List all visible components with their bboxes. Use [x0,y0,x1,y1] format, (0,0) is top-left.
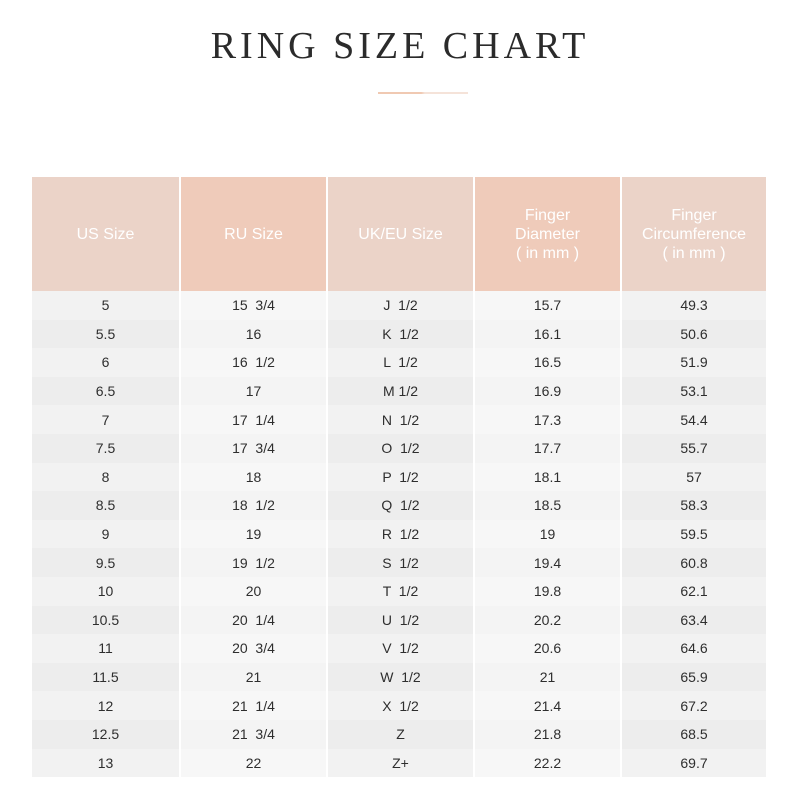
us-size-cell: 9.5 [32,548,179,577]
diameter-cell: 19.8 [473,577,620,606]
table-row [32,348,766,377]
diameter-cell: 20.2 [473,606,620,635]
table-row [32,548,766,577]
table-header [32,177,766,291]
circumference-cell: 68.5 [620,720,766,749]
ru-size-cell: 20 1/4 [179,606,326,635]
us-size-cell: 6.5 [32,377,179,406]
ru-size-cell: 17 3/4 [179,434,326,463]
header-label-line: Finger [671,206,717,224]
diameter-cell: 17.7 [473,434,620,463]
uk-eu-size-cell: P 1/2 [326,463,473,492]
ru-size-cell: 15 3/4 [179,291,326,320]
table-row [32,291,766,320]
uk-eu-size-cell: L 1/2 [326,348,473,377]
page-title: RING SIZE CHART [210,25,590,67]
ru-size-cell: 17 [179,377,326,406]
circumference-cell: 62.1 [620,577,766,606]
uk-eu-size-cell: N 1/2 [326,405,473,434]
uk-eu-size-cell: R 1/2 [326,520,473,549]
us-size-cell: 9 [32,520,179,549]
header-label-line: RU Size [224,225,283,243]
header-label-line: UK/EU Size [358,225,443,243]
header-label-line: Circumference [641,225,747,243]
header-ru-size [179,177,326,291]
table-row [32,463,766,492]
circumference-cell: 51.9 [620,348,766,377]
uk-eu-size-cell: T 1/2 [326,577,473,606]
header-label-line: Diameter [515,225,580,243]
table-row [32,663,766,692]
circumference-cell: 54.4 [620,405,766,434]
us-size-cell: 7 [32,405,179,434]
header-label-line: ( in mm ) [662,244,726,262]
ru-size-cell: 20 3/4 [179,634,326,663]
uk-eu-size-cell: O 1/2 [326,434,473,463]
uk-eu-size-cell: Z [326,720,473,749]
table-row [32,377,766,406]
table-row [32,634,766,663]
diameter-cell: 19 [473,520,620,549]
diameter-cell: 16.5 [473,348,620,377]
diameter-cell: 21.8 [473,720,620,749]
table-row [32,520,766,549]
table-row [32,434,766,463]
us-size-cell: 12.5 [32,720,179,749]
header-label-line: Finger [524,206,571,224]
us-size-cell: 13 [32,749,179,778]
header-uk-eu-size [326,177,473,291]
diameter-cell: 18.5 [473,491,620,520]
ru-size-cell: 17 1/4 [179,405,326,434]
circumference-cell: 64.6 [620,634,766,663]
header-finger-diameter [473,177,620,291]
us-size-cell: 5.5 [32,320,179,349]
table-row [32,606,766,635]
table-row [32,320,766,349]
us-size-cell: 8 [32,463,179,492]
ru-size-cell: 21 3/4 [179,720,326,749]
table-row [32,749,766,778]
ru-size-cell: 20 [179,577,326,606]
header-label-line: ( in mm ) [515,244,580,262]
us-size-cell: 10.5 [32,606,179,635]
us-size-cell: 5 [32,291,179,320]
circumference-cell: 55.7 [620,434,766,463]
header-us-size [32,177,179,291]
uk-eu-size-cell: S 1/2 [326,548,473,577]
table-row [32,405,766,434]
ring-size-table [32,177,766,777]
circumference-cell: 69.7 [620,749,766,778]
ru-size-cell: 18 [179,463,326,492]
diameter-cell: 16.1 [473,320,620,349]
ru-size-cell: 18 1/2 [179,491,326,520]
us-size-cell: 11 [32,634,179,663]
uk-eu-size-cell: M 1/2 [326,377,473,406]
ru-size-cell: 19 1/2 [179,548,326,577]
uk-eu-size-cell: K 1/2 [326,320,473,349]
ru-size-cell: 16 1/2 [179,348,326,377]
circumference-cell: 67.2 [620,691,766,720]
table-row [32,577,766,606]
us-size-cell: 10 [32,577,179,606]
us-size-cell: 8.5 [32,491,179,520]
circumference-cell: 65.9 [620,663,766,692]
uk-eu-size-cell: X 1/2 [326,691,473,720]
circumference-cell: 58.3 [620,491,766,520]
us-size-cell: 12 [32,691,179,720]
circumference-cell: 60.8 [620,548,766,577]
title-divider [378,92,468,94]
diameter-cell: 21 [473,663,620,692]
circumference-cell: 53.1 [620,377,766,406]
uk-eu-size-cell: Z+ [326,749,473,778]
ru-size-cell: 16 [179,320,326,349]
ru-size-cell: 21 [179,663,326,692]
us-size-cell: 7.5 [32,434,179,463]
diameter-cell: 20.6 [473,634,620,663]
diameter-cell: 15.7 [473,291,620,320]
ru-size-cell: 21 1/4 [179,691,326,720]
uk-eu-size-cell: Q 1/2 [326,491,473,520]
circumference-cell: 49.3 [620,291,766,320]
diameter-cell: 19.4 [473,548,620,577]
uk-eu-size-cell: V 1/2 [326,634,473,663]
diameter-cell: 22.2 [473,749,620,778]
uk-eu-size-cell: W 1/2 [326,663,473,692]
ru-size-cell: 19 [179,520,326,549]
us-size-cell: 6 [32,348,179,377]
header-finger-circumference [620,177,766,291]
diameter-cell: 17.3 [473,405,620,434]
header-label-line: US Size [76,225,135,243]
uk-eu-size-cell: U 1/2 [326,606,473,635]
diameter-cell: 18.1 [473,463,620,492]
diameter-cell: 21.4 [473,691,620,720]
table-row [32,691,766,720]
uk-eu-size-cell: J 1/2 [326,291,473,320]
us-size-cell: 11.5 [32,663,179,692]
table-body [32,291,766,777]
circumference-cell: 59.5 [620,520,766,549]
diameter-cell: 16.9 [473,377,620,406]
table-row [32,720,766,749]
circumference-cell: 57 [620,463,766,492]
circumference-cell: 50.6 [620,320,766,349]
ru-size-cell: 22 [179,749,326,778]
circumference-cell: 63.4 [620,606,766,635]
table-row [32,491,766,520]
